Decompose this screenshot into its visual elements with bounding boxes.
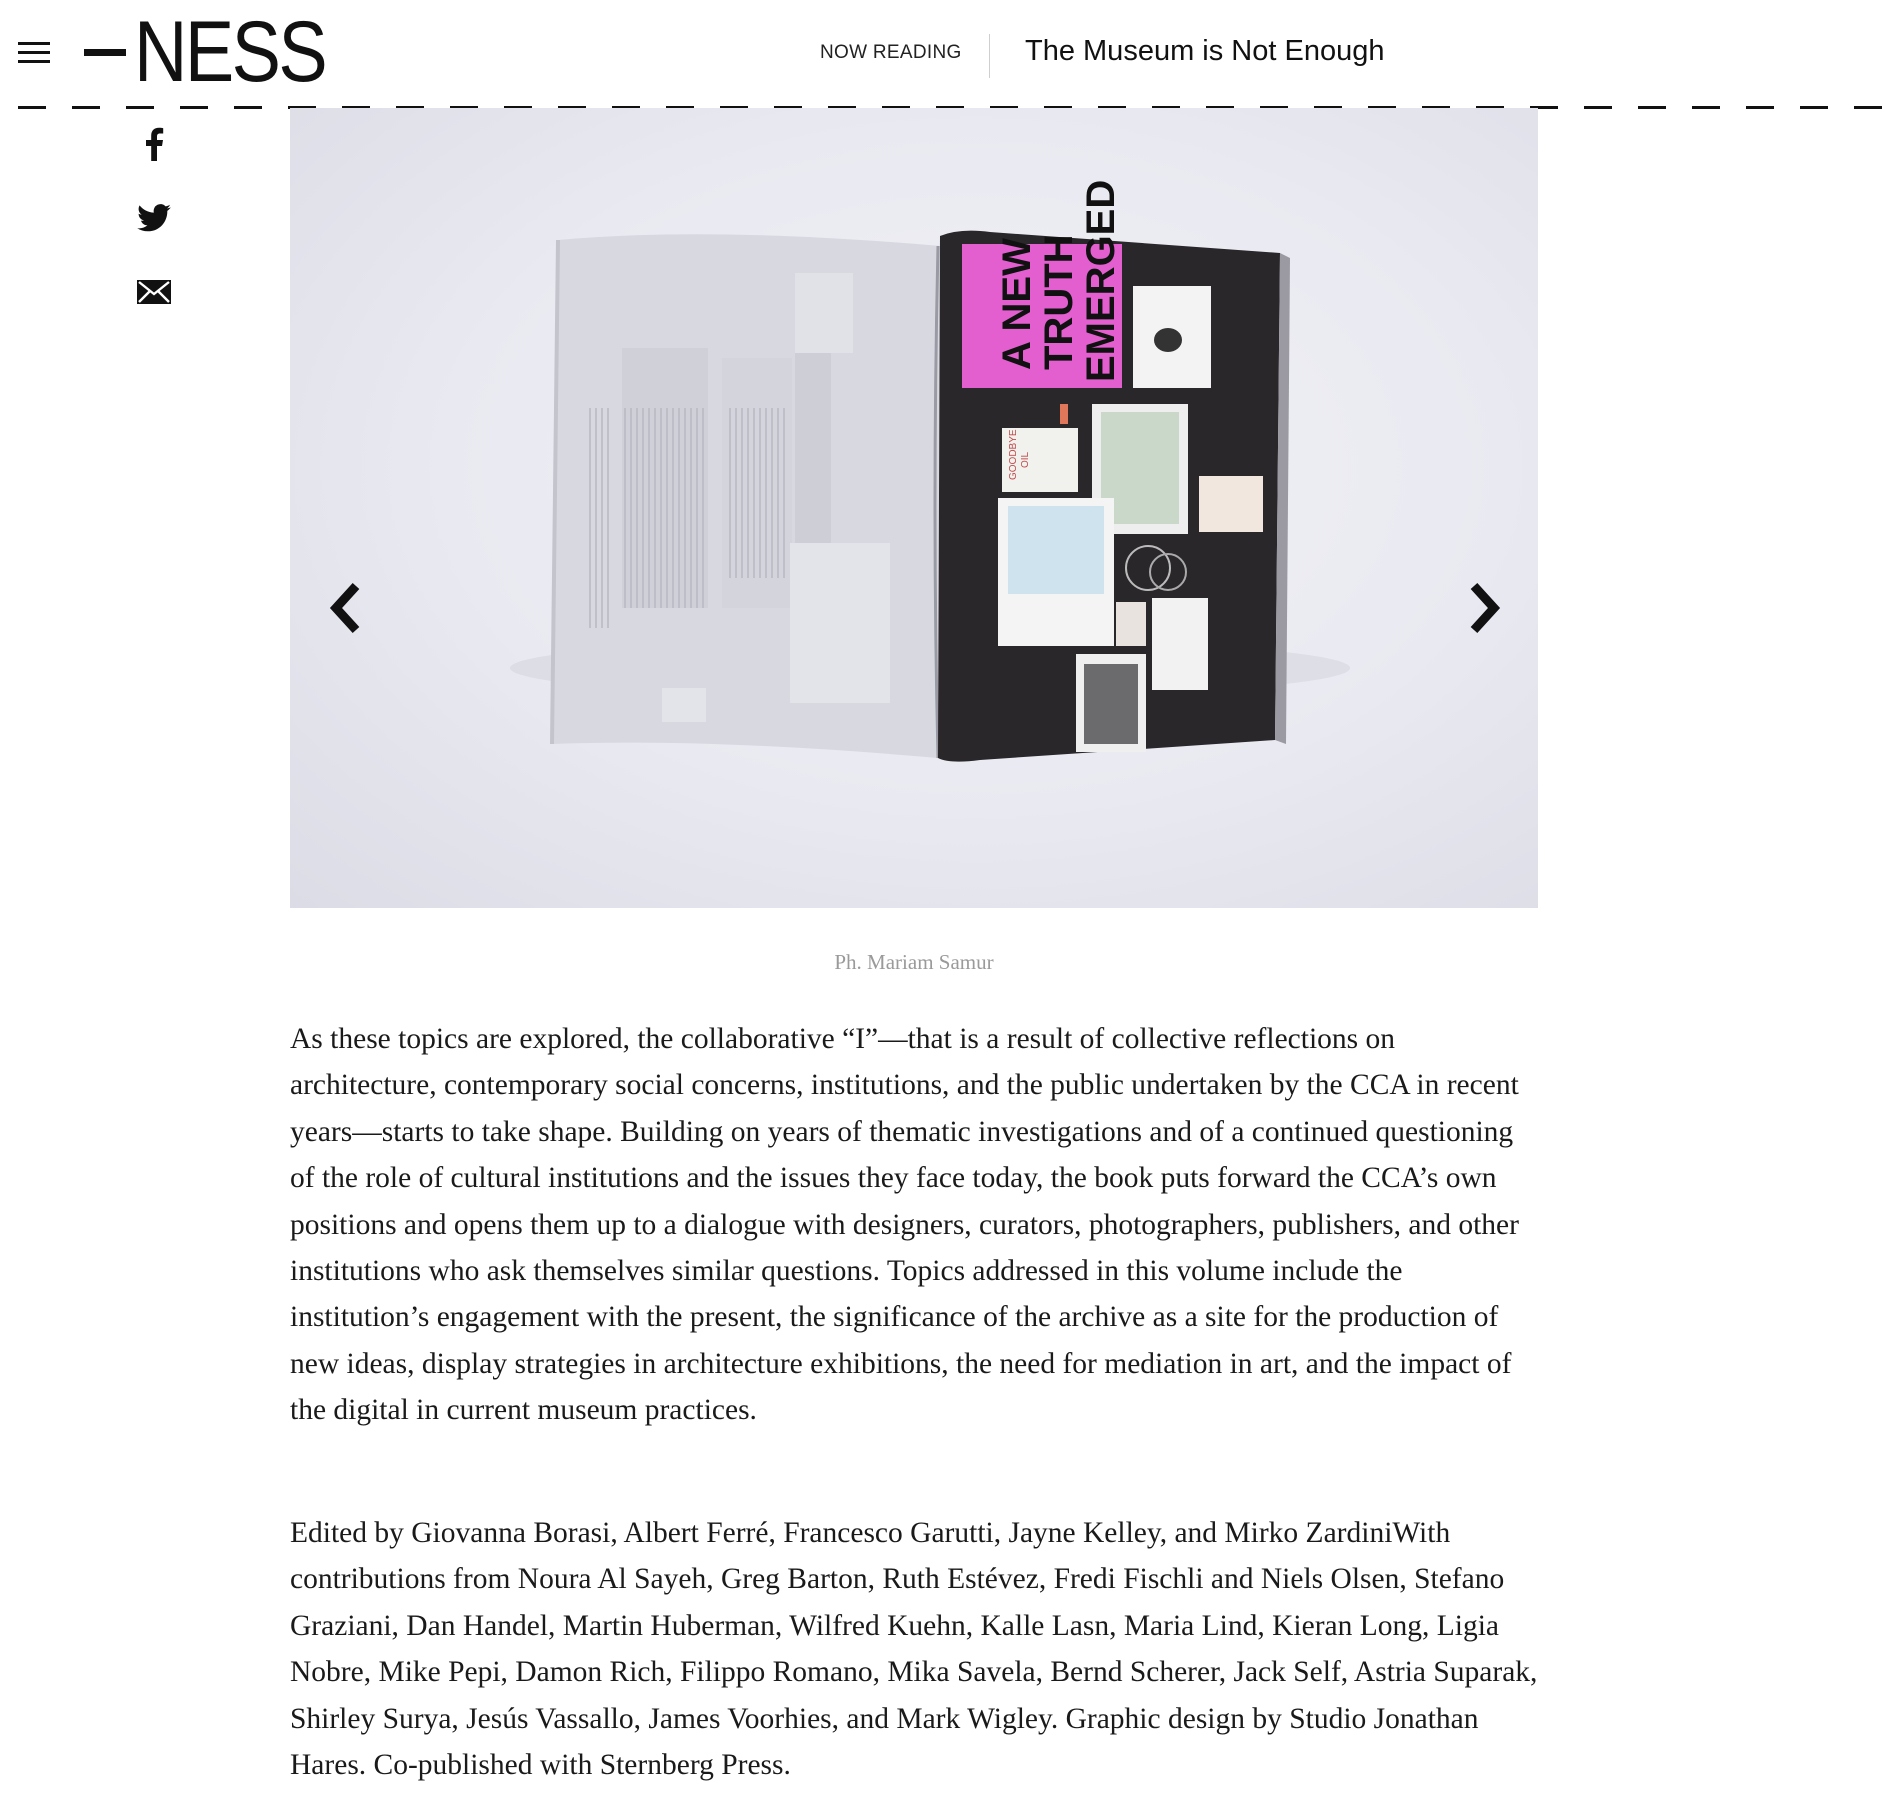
gallery-next-button[interactable] — [1464, 580, 1504, 636]
gallery-photo — [290, 108, 1538, 908]
postcard-text-line-2: OIL — [1020, 451, 1031, 468]
facebook-icon — [144, 127, 164, 161]
postcard-text-line-1: GOODBYE — [1008, 429, 1019, 480]
chevron-left-icon — [326, 580, 366, 636]
logo-dash — [84, 49, 126, 56]
book-headline-line-2: TRUTH — [1037, 234, 1081, 370]
image-gallery[interactable] — [290, 108, 1538, 908]
book-headline-line-3: EMERGED — [1079, 179, 1123, 382]
facebook-share-button[interactable] — [136, 126, 172, 162]
menu-icon[interactable] — [18, 42, 50, 64]
twitter-icon — [137, 204, 171, 232]
site-logo[interactable] — [84, 4, 356, 100]
gallery-prev-button[interactable] — [326, 580, 366, 636]
article-paragraph: As these topics are explored, the collaborative “I”—that is a result of collective reflections on architecture, contemporary social concerns, institutions, and the public undertaken by the CCA in recent years—starts to take shape. Building on years of thematic investigations and of a continued questioning of the role of cultural institutions and the issues they face today, the book puts forward the CCA’s own positions and opens them up to a dialogue with designers, curators, photographers, publishers, and other institutions who ask themselves similar questions. Topics addressed in this volume include the institution’s engagement with the present, the significance of the archive as a site for the production of new ideas, display strategies in architecture exhibitions, the need for mediation in art, and the impact of the digital in current museum practices. — [290, 1023, 1519, 1427]
book-headline-line-1: A NEW — [995, 238, 1039, 370]
article-paragraph: Edited by Giovanna Borasi, Albert Ferré, Francesco Garutti, Jayne Kelley, and Mirko ZardiniWith contributions from Noura Al Sayeh, Greg Barton, Ruth Estévez, Fredi Fischli and Niels Olsen, Stefano Graziani, Dan Handel, Martin Huberman, Wilfred Kuehn, Kalle Lasn, Maria Lind, Kieran Long, Ligia Nobre, Mike Pepi, Damon Rich, Filippo Romano, Mika Savela, Bernd Scherer, Jack Self, Astria Suparak, Shirley Surya, Jesús Vassallo, James Voorhies, and Mark Wigley. Graphic design by Studio Jonathan Hares. Co-published with Sternberg Press. — [290, 1517, 1538, 1782]
email-share-button[interactable] — [136, 274, 172, 310]
photo-caption: Ph. Mariam Samur — [834, 950, 994, 974]
twitter-share-button[interactable] — [136, 200, 172, 236]
now-reading-label: NOW READING — [820, 42, 962, 63]
logo-text: NESS — [134, 4, 326, 100]
header-divider — [989, 34, 990, 78]
email-icon — [137, 280, 171, 304]
article-title[interactable]: The Museum is Not Enough — [1025, 35, 1385, 67]
chevron-right-icon — [1464, 580, 1504, 636]
